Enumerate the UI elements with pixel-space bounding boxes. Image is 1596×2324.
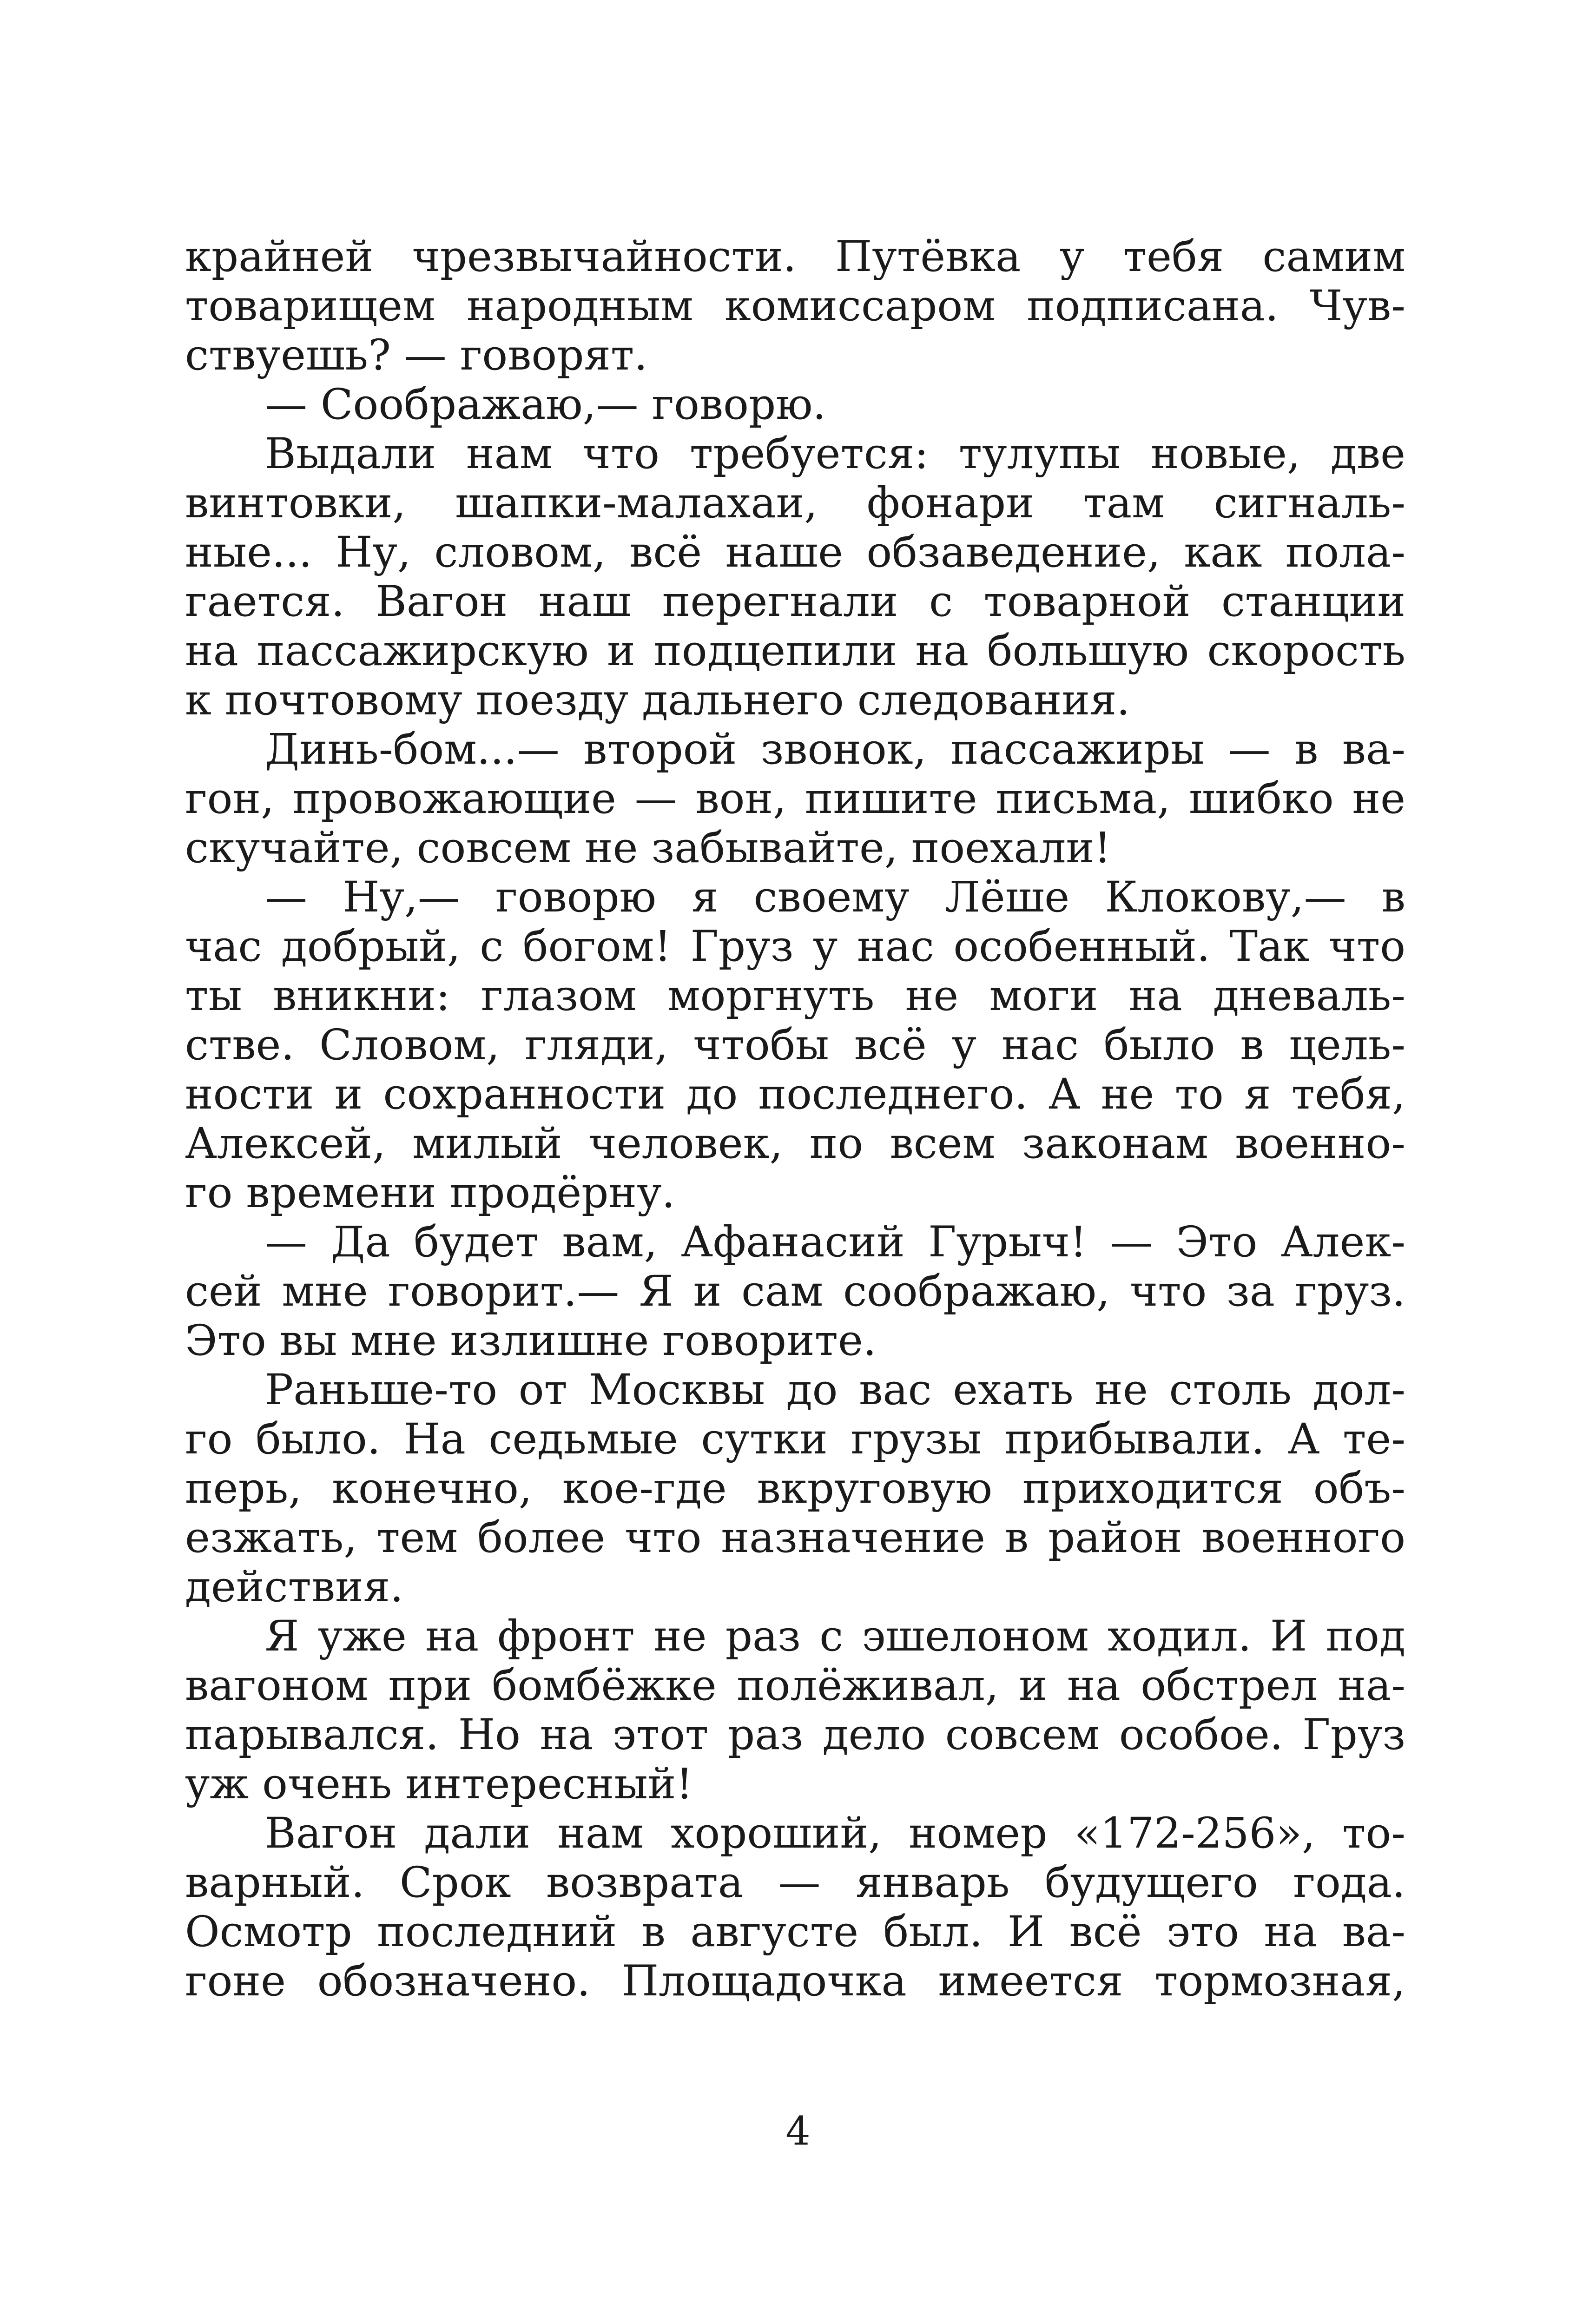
text-line: гон, провожающие — вон, пишите письма, шибко не [185, 774, 1405, 823]
text-line: ты вникни: глазом моргнуть не моги на дневаль- [185, 971, 1405, 1020]
text-line: крайней чрезвычайности. Путёвка у тебя самим [185, 232, 1405, 281]
text-line: варный. Срок возврата — январь будущего года. [185, 1858, 1405, 1907]
body-text [185, 232, 1405, 2006]
text-line: Вагон дали нам хороший, номер «172-256», то- [265, 1809, 1405, 1858]
text-line: перь, конечно, кое-где вкруговую приходится объ- [185, 1464, 1405, 1513]
text-line: вагоном при бомбёжке полёживал, и на обстрел на- [185, 1661, 1405, 1710]
text-line: парывался. Но на этот раз дело совсем особое. Груз [185, 1710, 1405, 1759]
text-line: Я уже на фронт не раз с эшелоном ходил. И под [265, 1612, 1405, 1661]
text-line: — Да будет вам, Афанасий Гурыч! — Это Алек- [265, 1218, 1405, 1267]
text-line: ные... Ну, словом, всё наше обзаведение, как пола- [185, 528, 1405, 577]
text-line: на пассажирскую и подцепили на большую скорость [185, 627, 1405, 675]
text-line: винтовки, шапки-малахаи, фонари там сигналь- [185, 479, 1405, 528]
text-line: уж очень интересный! [185, 1760, 693, 1809]
text-line: Выдали нам что требуется: тулупы новые, две [265, 429, 1405, 478]
text-line: Осмотр последний в августе был. И всё это на ва- [185, 1908, 1405, 1956]
text-line: сей мне говорит.— Я и сам соображаю, что за груз. [185, 1267, 1405, 1316]
text-line: к почтовому поезду дальнего следования. [185, 676, 1130, 725]
text-line: скучайте, совсем не забывайте, поехали! [185, 824, 1111, 872]
text-line: ствуешь? — говорят. [185, 331, 648, 380]
text-line: товарищем народным комиссаром подписана. Чув- [185, 282, 1405, 330]
text-line: — Ну,— говорю я своему Лёше Клокову,— в [265, 873, 1405, 922]
text-line: стве. Словом, гляди, чтобы всё у нас было в цель- [185, 1021, 1405, 1070]
text-line: го времени продёрну. [185, 1169, 675, 1217]
text-line: ности и сохранности до последнего. А не то я тебя, [185, 1070, 1405, 1119]
text-line: гается. Вагон наш перегнали с товарной станции [185, 577, 1405, 626]
text-line: Алексей, милый человек, по всем законам военно- [185, 1119, 1405, 1168]
text-line: гоне обозначено. Площадочка имеется тормозная, [185, 1957, 1405, 2006]
text-line: го было. На седьмые сутки грузы прибывали. А те- [185, 1415, 1405, 1464]
page-number: 4 [785, 2108, 811, 2154]
text-line: час добрый, с богом! Груз у нас особенный. Так что [185, 922, 1405, 971]
text-line: Это вы мне излишне говорите. [185, 1316, 877, 1365]
text-line: Раньше-то от Москвы до вас ехать не столь дол- [265, 1366, 1405, 1414]
text-line: — Соображаю,— говорю. [265, 380, 826, 429]
text-line: Динь-бом...— второй звонок, пассажиры — в ва- [265, 725, 1405, 774]
text-line: действия. [185, 1563, 404, 1611]
text-line: езжать, тем более что назначение в район военного [185, 1513, 1405, 1562]
